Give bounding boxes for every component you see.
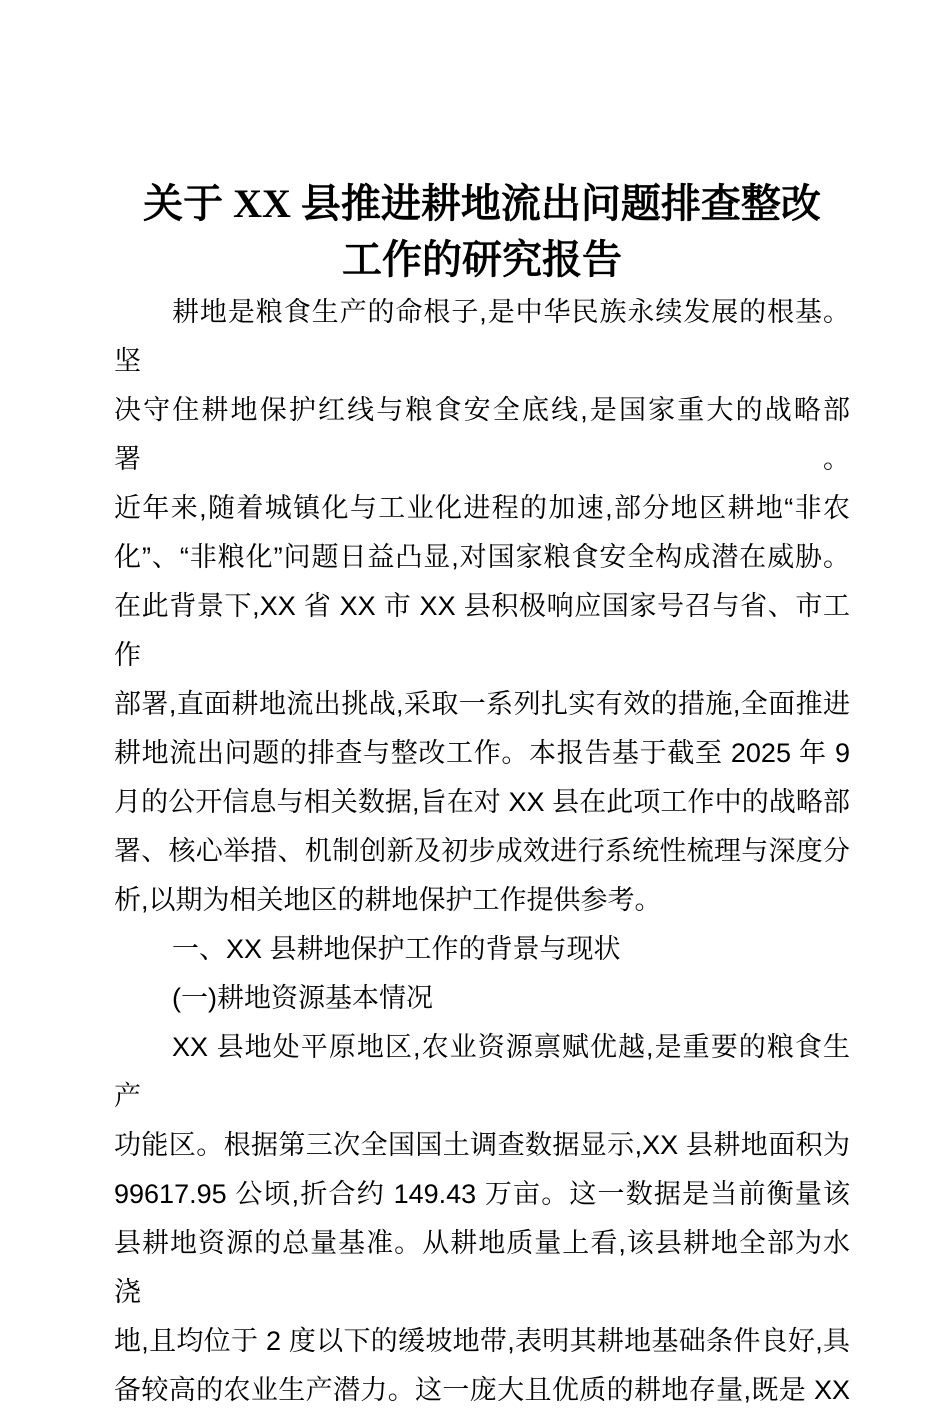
paragraph-opening-line: 署、核心举措、机制创新及初步成效进行系统性梳理与深度分 bbox=[114, 836, 850, 866]
document-title bbox=[114, 176, 850, 288]
paragraph-land-resources-line: 99617.95 公顷,折合约 149.43 万亩。这一数据是当前衡量该 bbox=[114, 1179, 850, 1209]
paragraph-land-resources-line: 功能区。根据第三次全国国土调查数据显示,XX 县耕地面积为 bbox=[114, 1130, 850, 1160]
title-line-2: 工作的研究报告 bbox=[342, 237, 622, 282]
paragraph-opening-line: 月的公开信息与相关数据,旨在对 XX 县在此项工作中的战略部 bbox=[114, 787, 850, 817]
document-body bbox=[114, 288, 850, 1415]
paragraph-land-resources-line: 备较高的农业生产潜力。这一庞大且优质的耕地存量,既是 XX bbox=[114, 1375, 850, 1405]
paragraph-land-resources-line: XX 县地处平原地区,农业资源禀赋优越,是重要的粮食生产 bbox=[114, 1032, 850, 1111]
paragraph-land-resources-line: 县耕地资源的总量基准。从耕地质量上看,该县耕地全部为水浇 bbox=[114, 1228, 850, 1307]
section-heading-1: 一、XX 县耕地保护工作的背景与现状 bbox=[172, 934, 621, 964]
paragraph-opening-line: 部署,直面耕地流出挑战,采取一系列扎实有效的措施,全面推进 bbox=[114, 689, 850, 719]
subsection-heading-1-1: (一)耕地资源基本情况 bbox=[172, 983, 433, 1013]
paragraph-opening-line: 化”、“非粮化”问题日益凸显,对国家粮食安全构成潜在威胁。 bbox=[114, 542, 850, 572]
paragraph-opening-line: 在此背景下,XX 省 XX 市 XX 县积极响应国家号召与省、市工作 bbox=[114, 591, 850, 670]
paragraph-land-resources-line: 地,且均位于 2 度以下的缓坡地带,表明其耕地基础条件良好,具 bbox=[114, 1326, 850, 1356]
paragraph-opening-line: 决守住耕地保护红线与粮食安全底线,是国家重大的战略部署。 bbox=[114, 395, 850, 474]
paragraph-opening-line: 耕地流出问题的排查与整改工作。本报告基于截至 2025 年 9 bbox=[114, 738, 850, 768]
title-line-1: 关于 XX 县推进耕地流出问题排查整改 bbox=[143, 181, 821, 226]
paragraph-opening-line: 近年来,随着城镇化与工业化进程的加速,部分地区耕地“非农 bbox=[114, 493, 850, 523]
paragraph-opening-line: 耕地是粮食生产的命根子,是中华民族永续发展的根基。坚 bbox=[114, 297, 850, 376]
paragraph-opening-line: 析,以期为相关地区的耕地保护工作提供参考。 bbox=[114, 885, 662, 915]
